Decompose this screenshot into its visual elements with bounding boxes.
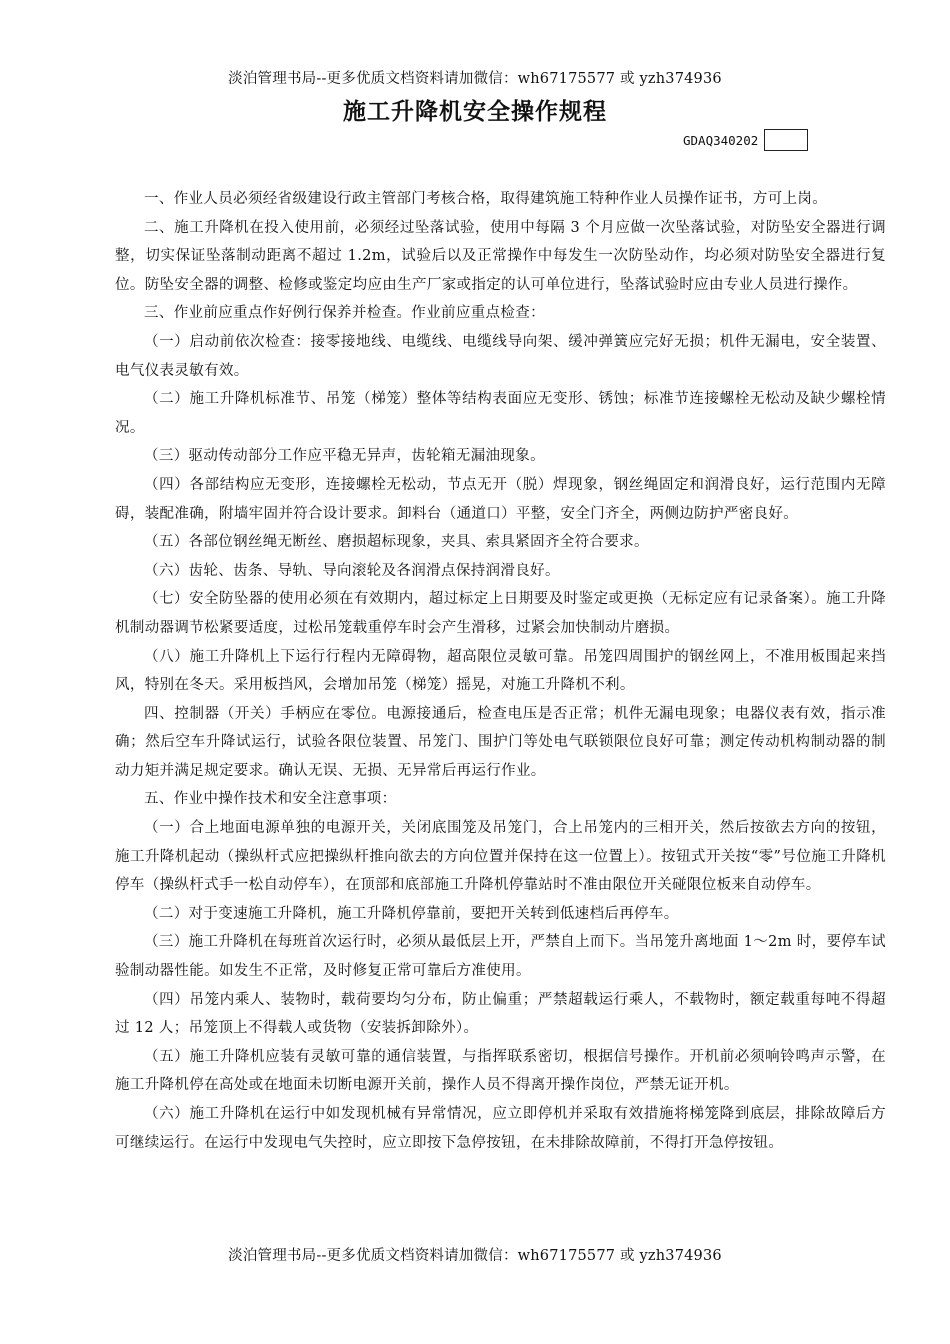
paragraph-8: （五）各部位钢丝绳无断丝、磨损超标现象，夹具、索具紧固齐全符合要求。 [144,534,649,551]
paragraph-14: （一）合上地面电源单独的电源开关，关闭底围笼及吊笼门，合上吊笼内的三相开关，然后按欲去方向的按钮，施工升降机起动（操纵杆式应把操纵杆推向欲去的方向位置并保持在这一位置上）。按钮式开关按“零”号位施工升降机停车（操纵杆式手一松自动停车），在顶部和底部施工升降机停靠站时不准由限位开关碰限位板来自动停车。 [115,820,886,894]
paragraph-10: （七）安全防坠器的使用必须在有效期内，超过标定上日期要及时鉴定或更换（无标定应有记录备案）。施工升降机制动器调节松紧要适度，过松吊笼载重停车时会产生滑移，过紧会加快制动片磨损。 [115,591,886,636]
paragraph-4: （一）启动前依次检查：接零接地线、电缆线、电缆线导向架、缓冲弹簧应完好无损；机件无漏电，安全装置、电气仪表灵敏有效。 [115,333,886,379]
paragraph-3: 三、作业前应重点作好例行保养并检查。作业前应重点检查： [144,305,545,322]
paragraph-1: 一、作业人员必须经省级建设行政主管部门考核合格，取得建筑施工特种作业人员操作证书，方可上岗。 [144,191,828,207]
paragraph-19: （六）施工升降机在运行中如发现机械有异常情况，应立即停机并采取有效措施将梯笼降到底层，排除故障后方可继续运行。在运行中发现电气失控时，应立即按下急停按钮，在未排除故障前，不得打开急停按钮。 [115,1106,886,1151]
paragraph-2: 二、施工升降机在投入使用前，必须经过坠落试验，使用中每隔 3 个月应做一次坠落试验，对防坠安全器进行调整，切实保证坠落制动距离不超过 1.2m，试验后以及正常操作中每发生一次防坠动作，均必须对防坠安全器进行复位。防坠安全器的调整、检修或鉴定均应由生产厂家或指定的认可单位进行，坠落试验时应由专业人员进行操作。 [115,219,886,293]
document-title: 施工升降机安全操作规程 [343,99,607,125]
paragraph-11: （八）施工升降机上下运行行程内无障碍物，超高限位灵敏可靠。吊笼四周围护的钢丝网上，不准用板围起来挡风，特别在冬天。采用板挡风，会增加吊笼（梯笼）摇晃，对施工升降机不利。 [115,648,886,694]
document-code-row [683,128,808,152]
paragraph-17: （四）吊笼内乘人、装物时，载荷要均匀分布，防止偏重；严禁超载运行乘人，不载物时，额定载重每吨不得超过 12 人；吊笼顶上不得载人或货物（安装拆卸除外）。 [115,991,886,1037]
paragraph-5: （二）施工升降机标准节、吊笼（梯笼）整体等结构表面应无变形、锈蚀；标准节连接螺栓无松动及缺少螺栓情况。 [115,391,886,436]
document-body [115,185,886,1157]
page-footer: 淡泊管理书局--更多优质文档资料请加微信：wh67175577 或 yzh374936 [228,1248,722,1264]
paragraph-7: （四）各部结构应无变形，连接螺栓无松动，节点无开（脱）焊现象，钢丝绳固定和润滑良好，运行范围内无障碍，装配准确，附墙牢固并符合设计要求。卸料台（通道口）平整，安全门齐全，两侧边防护严密良好。 [115,476,886,522]
document-code-box [764,129,808,151]
paragraph-15: （二）对于变速施工升降机，施工升降机停靠前，要把开关转到低速档后再停车。 [144,905,679,922]
paragraph-13: 五、作业中操作技术和安全注意事项： [144,791,397,808]
paragraph-6: （三）驱动传动部分工作应平稳无异声，齿轮箱无漏油现象。 [144,448,545,465]
document-code: GDAQ340202 [683,132,759,148]
paragraph-16: （三）施工升降机在每班首次运行时，必须从最低层上开，严禁自上而下。当吊笼升离地面 1～2m 时，要停车试验制动器性能。如发生不正常，及时修复正常可靠后方准使用。 [115,934,886,980]
paragraph-18: （五）施工升降机应装有灵敏可靠的通信装置，与指挥联系密切，根据信号操作。开机前必须响铃鸣声示警，在施工升降机停在高处或在地面未切断电源开关前，操作人员不得离开操作岗位，严禁无证开机。 [115,1048,886,1094]
paragraph-12: 四、控制器（开关）手柄应在零位。电源接通后，检查电压是否正常；机件无漏电现象；电器仪表有效，指示准确；然后空车升降试运行，试验各限位装置、吊笼门、围护门等处电气联锁限位良好可靠；测定传动机构制动器的制动力矩并满足规定要求。确认无误、无损、无异常后再运行作业。 [115,705,886,779]
page-header: 淡泊管理书局--更多优质文档资料请加微信：wh67175577 或 yzh374936 [228,71,722,87]
paragraph-9: （六）齿轮、齿条、导轨、导向滚轮及各润滑点保持润滑良好。 [144,562,560,579]
